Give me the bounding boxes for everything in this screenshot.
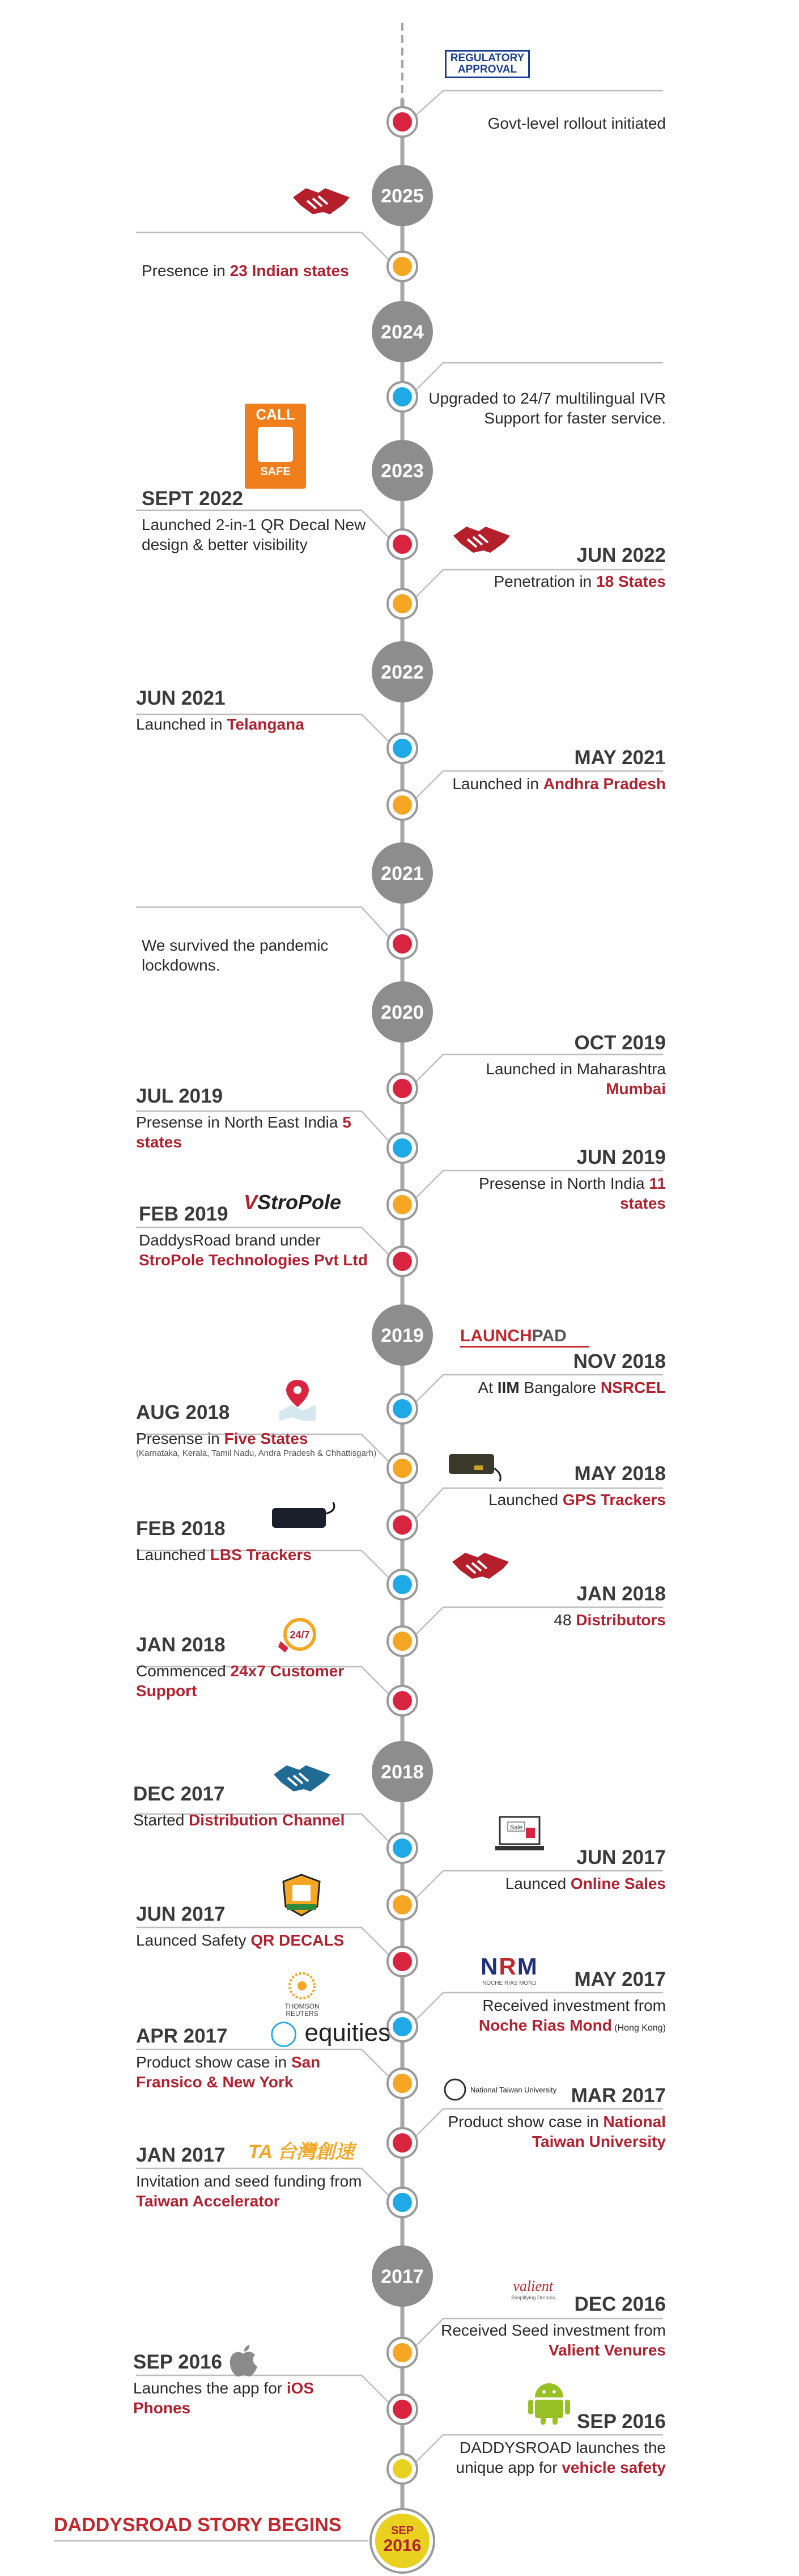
- lbs-tracker-icon: [266, 1499, 340, 1536]
- milestone-text-part: Started: [133, 1811, 189, 1829]
- milestone-text-part: Product show case in: [136, 2053, 291, 2071]
- year-label: 2019: [381, 1325, 424, 1346]
- year-label: 2025: [381, 185, 424, 207]
- milestone-text-part: Presense in: [136, 1429, 224, 1447]
- milestone-text: [439, 1490, 666, 1510]
- year-label: 2017: [381, 2266, 424, 2287]
- milestone-dot: [393, 1138, 412, 1158]
- milestone-text-part: Presense in North East India: [136, 1113, 343, 1131]
- milestone-highlight: NSRCEL: [600, 1378, 666, 1396]
- milestone-dot: [393, 2193, 412, 2212]
- milestone-dot: [393, 1195, 412, 1214]
- launchpad-logo: LAUNCHPAD: [460, 1327, 589, 1348]
- milestone-dot: [393, 257, 412, 276]
- milestone-date: JUN 2017: [576, 1846, 666, 1869]
- milestone-text: [136, 1930, 385, 1950]
- milestone-date: DEC 2016: [574, 2293, 666, 2315]
- milestone-dot: [393, 2400, 412, 2419]
- handshake-icon: [290, 180, 352, 223]
- milestone-entry: [142, 935, 380, 975]
- milestone-entry: [439, 1349, 666, 1397]
- svg-text:24/7: 24/7: [290, 1629, 310, 1641]
- story-begins-headline: DADDYSROAD STORY BEGINS: [54, 2514, 342, 2536]
- year-label: 2022: [381, 662, 424, 683]
- milestone-text: [439, 571, 666, 591]
- stropole-logo: VStroPole: [244, 1190, 342, 1214]
- milestone-text: [428, 113, 666, 133]
- milestone-text-part: Upgraded to 24/7 multilingual IVR Support for faster service.: [428, 389, 666, 427]
- milestone-entry: [439, 2292, 666, 2360]
- milestone-text-part: 48: [554, 1611, 576, 1629]
- milestone-text-part: Govt-level rollout initiated: [487, 115, 666, 132]
- milestone-text: [439, 2438, 666, 2477]
- milestone-date: SEP 2016: [133, 2351, 222, 2373]
- milestone-text: [142, 515, 391, 554]
- handshake-icon: [271, 1757, 333, 1800]
- milestone-dot: [393, 112, 412, 132]
- milestone-entry: [142, 486, 391, 554]
- milestone-entry: [428, 388, 666, 428]
- phone-24-7-icon: [275, 1613, 320, 1661]
- milestone-date: FEB 2019: [139, 1203, 228, 1225]
- milestone-highlight: LBS Trackers: [210, 1545, 312, 1564]
- milestone-date: JUN 2019: [576, 1146, 666, 1168]
- year-label: 2018: [381, 1761, 424, 1783]
- milestone-text: [428, 388, 666, 428]
- milestone-dot: [393, 739, 412, 758]
- milestone-text-part: Invitation and seed funding from: [136, 2172, 362, 2190]
- milestone-highlight: National Taiwan University: [532, 2112, 666, 2150]
- milestone-entry: [136, 686, 374, 734]
- connector-line: [136, 907, 390, 938]
- milestone-highlight: Mumbai: [606, 1079, 666, 1098]
- milestone-highlight: GPS Trackers: [562, 1490, 666, 1509]
- milestone-date: JAN 2018: [136, 1634, 226, 1656]
- milestone-date: JUN 2017: [136, 1903, 226, 1925]
- milestone-dot: [393, 1252, 412, 1271]
- milestone-date: FEB 2018: [136, 1518, 226, 1540]
- milestone-date: MAY 2017: [574, 1968, 666, 1990]
- milestone-highlight: QR DECALS: [250, 1931, 345, 1949]
- milestone-highlight: Online Sales: [570, 1874, 666, 1892]
- milestone-highlight: iOS Phones: [133, 2379, 314, 2417]
- milestone-text-part: Product show case in: [448, 2112, 604, 2130]
- milestone-text-part: Launched in: [136, 715, 227, 733]
- start-month: SEP: [390, 2524, 414, 2537]
- call-safe-decal-icon: CALL SAFE: [245, 404, 306, 489]
- milestone-highlight: Taiwan Accelerator: [136, 2192, 280, 2210]
- milestone-highlight: Noche Rias Mond: [478, 2016, 612, 2034]
- start-year: 2016: [383, 2536, 422, 2555]
- milestone-date: MAY 2018: [574, 1463, 666, 1485]
- milestone-date: DEC 2017: [133, 1783, 225, 1805]
- milestone-text: [136, 2052, 374, 2092]
- milestone-text-part: Penetration in: [494, 572, 597, 590]
- milestone-date: JUN 2022: [576, 544, 666, 566]
- milestone-entry: [439, 1582, 666, 1630]
- milestone-text-part: DaddysRoad brand under: [139, 1231, 321, 1249]
- milestone-text: [142, 261, 380, 281]
- connector-line: [415, 91, 663, 116]
- sale-laptop-icon: [494, 1814, 545, 1862]
- milestone-entry: [439, 1967, 666, 2035]
- milestone-date: JUL 2019: [136, 1085, 223, 1107]
- milestone-highlight: 18 States: [596, 572, 666, 590]
- android-icon: [527, 2378, 571, 2429]
- milestone-text: [136, 2171, 380, 2211]
- milestone-text: [133, 1810, 382, 1830]
- milestone-text: [439, 1610, 666, 1630]
- milestone-entry: [136, 1084, 374, 1152]
- milestone-text: [142, 935, 380, 975]
- milestone-dot: [393, 1079, 412, 1098]
- milestone-entry: [439, 745, 666, 794]
- milestone-dot: [393, 387, 412, 406]
- milestone-highlight: Telangana: [227, 715, 304, 733]
- milestone-entry: [439, 1031, 666, 1099]
- milestone-highlight: Andhra Pradesh: [543, 774, 666, 793]
- milestone-text-part: Launched: [136, 1545, 210, 1564]
- milestone-text-part: Launched in: [452, 774, 543, 793]
- milestone-dot: [393, 1952, 412, 1971]
- apple-icon: [227, 2341, 260, 2382]
- milestone-dot: [393, 1515, 412, 1535]
- milestone-text-part: At: [478, 1378, 498, 1396]
- milestone-dot: [393, 1632, 412, 1651]
- milestone-dot: [393, 1838, 412, 1858]
- milestone-entry: [136, 1633, 374, 1701]
- connector-line: [415, 363, 663, 391]
- milestone-text-part: Launced: [505, 1874, 571, 1892]
- milestone-entry: [439, 1845, 666, 1893]
- handshake-icon: [449, 1545, 512, 1587]
- milestone-dot: [393, 2074, 412, 2093]
- milestone-highlight: 5 states: [136, 1113, 351, 1151]
- milestone-date: OCT 2019: [574, 1032, 666, 1054]
- milestone-text-part: Received investment from: [482, 1996, 666, 2014]
- milestone-text: [136, 1112, 374, 1152]
- milestone-dot: [393, 1399, 412, 1418]
- milestone-dot: [393, 1459, 412, 1478]
- milestone-text-part: Launched in Maharashtra: [486, 1060, 666, 1078]
- milestone-dot: [393, 2133, 412, 2153]
- valient-logo: valient Simplifying Dreams: [511, 2278, 555, 2300]
- milestone-dot: [393, 594, 412, 613]
- milestone-text: [439, 1874, 666, 1893]
- milestone-text-part: DADDYSROAD launches the unique app for: [456, 2438, 666, 2476]
- milestone-dot: [393, 2343, 412, 2362]
- milestone-entry: [136, 1400, 380, 1459]
- milestone-date: NOV 2018: [573, 1350, 666, 1372]
- milestone-date: JAN 2018: [576, 1583, 666, 1605]
- milestone-text-part: Launched: [488, 1490, 563, 1509]
- milestone-text: [136, 1429, 380, 1448]
- milestone-text: [439, 2112, 666, 2151]
- year-label: 2023: [381, 460, 424, 482]
- svg-text:Sale: Sale: [509, 1824, 523, 1831]
- milestone-entry: [142, 261, 380, 281]
- milestone-date: AUG 2018: [136, 1401, 230, 1423]
- nrm-logo: NRM NOCHE RIAS MOND: [481, 1953, 538, 1986]
- milestone-text: [439, 1173, 666, 1213]
- milestone-dot: [393, 535, 412, 554]
- milestone-highlight: 24x7 Customer Support: [136, 1662, 345, 1700]
- milestone-text: [136, 714, 374, 734]
- milestone-note: (Karnataka, Kerala, Tamil Nadu, Andra Pradesh & Chhattisgarh): [136, 1448, 377, 1458]
- milestone-dot: [393, 795, 412, 815]
- equities-logo: ◯ equities: [270, 2019, 391, 2047]
- milestone-highlight: Valient Venures: [549, 2341, 666, 2359]
- milestone-dot: [393, 1895, 412, 1914]
- milestone-highlight: Distribution Channel: [189, 1811, 345, 1829]
- milestone-date: JAN 2017: [136, 2144, 226, 2166]
- milestone-text-part: Launced Safety: [136, 1931, 251, 1949]
- taiwan-accelerator-logo: TA 台灣創速: [248, 2141, 354, 2163]
- milestone-text-part: Launched 2-in-1 QR Decal New design & better visibility: [142, 515, 366, 553]
- year-label: 2021: [381, 863, 424, 884]
- milestone-text-part: We survived the pandemic lockdowns.: [142, 937, 329, 974]
- milestone-entry: [136, 1902, 385, 1950]
- milestone-dot: [393, 934, 412, 954]
- milestone-text: [139, 1230, 388, 1270]
- milestone-text-part: IIM: [497, 1378, 520, 1396]
- milestone-text: [439, 2320, 666, 2360]
- milestone-text-part: Commenced: [136, 1662, 231, 1680]
- milestone-dot: [393, 2017, 412, 2036]
- milestone-text: [439, 1995, 666, 2035]
- regulatory-approval-logo: REGULATORY APPROVAL: [445, 50, 530, 78]
- milestone-date: SEP 2016: [577, 2410, 666, 2433]
- milestone-highlight: StroPole Technologies Pvt Ltd: [139, 1251, 368, 1269]
- gps-tracker-icon: [443, 1448, 505, 1485]
- milestone-text: [439, 1378, 666, 1397]
- year-label: 2020: [381, 1002, 424, 1023]
- milestone-highlight: San Fransico & New York: [136, 2053, 321, 2091]
- milestone-text-part: Presense in North India: [479, 1174, 649, 1192]
- milestone-text-part: Launches the app for: [133, 2379, 287, 2397]
- ntu-logo: National Taiwan University: [443, 2078, 556, 2102]
- qr-decal-icon: [279, 1872, 324, 1921]
- handshake-icon: [450, 519, 513, 561]
- milestone-dot: [393, 1575, 412, 1594]
- map-pin-icon: [275, 1378, 320, 1426]
- milestone-entry: [133, 1782, 382, 1830]
- milestone-entry: [439, 1145, 666, 1213]
- milestone-text-part: Received Seed investment from: [441, 2321, 666, 2339]
- milestone-text-part: Presence in: [142, 262, 230, 279]
- milestone-date: MAR 2017: [571, 2084, 666, 2107]
- milestone-date: MAY 2021: [574, 747, 666, 769]
- milestone-text-part: Bangalore: [519, 1378, 601, 1396]
- milestone-highlight: Distributors: [576, 1611, 666, 1629]
- milestone-text: [136, 1661, 374, 1701]
- year-label: 2024: [381, 321, 424, 343]
- milestone-highlight: Five States: [224, 1429, 308, 1447]
- milestone-highlight: vehicle safety: [562, 2458, 666, 2476]
- thomson-reuters-logo: THOMSON REUTERS: [282, 1972, 322, 2018]
- milestone-text: [136, 1545, 374, 1565]
- milestone-entry: [428, 113, 666, 133]
- milestone-text-part: (Hong Kong): [611, 2023, 666, 2033]
- milestone-dot: [393, 2459, 412, 2478]
- milestone-text: [439, 1059, 666, 1099]
- milestone-date: JUN 2021: [136, 687, 226, 709]
- milestone-text: [133, 2378, 371, 2418]
- milestone-date: APR 2017: [136, 2025, 228, 2047]
- milestone-highlight: 11 states: [620, 1174, 666, 1212]
- milestone-dot: [393, 1691, 412, 1710]
- connector-line: [136, 232, 390, 261]
- milestone-highlight: 23 Indian states: [230, 262, 349, 279]
- milestone-text: [439, 774, 666, 794]
- milestone-date: SEPT 2022: [142, 488, 243, 510]
